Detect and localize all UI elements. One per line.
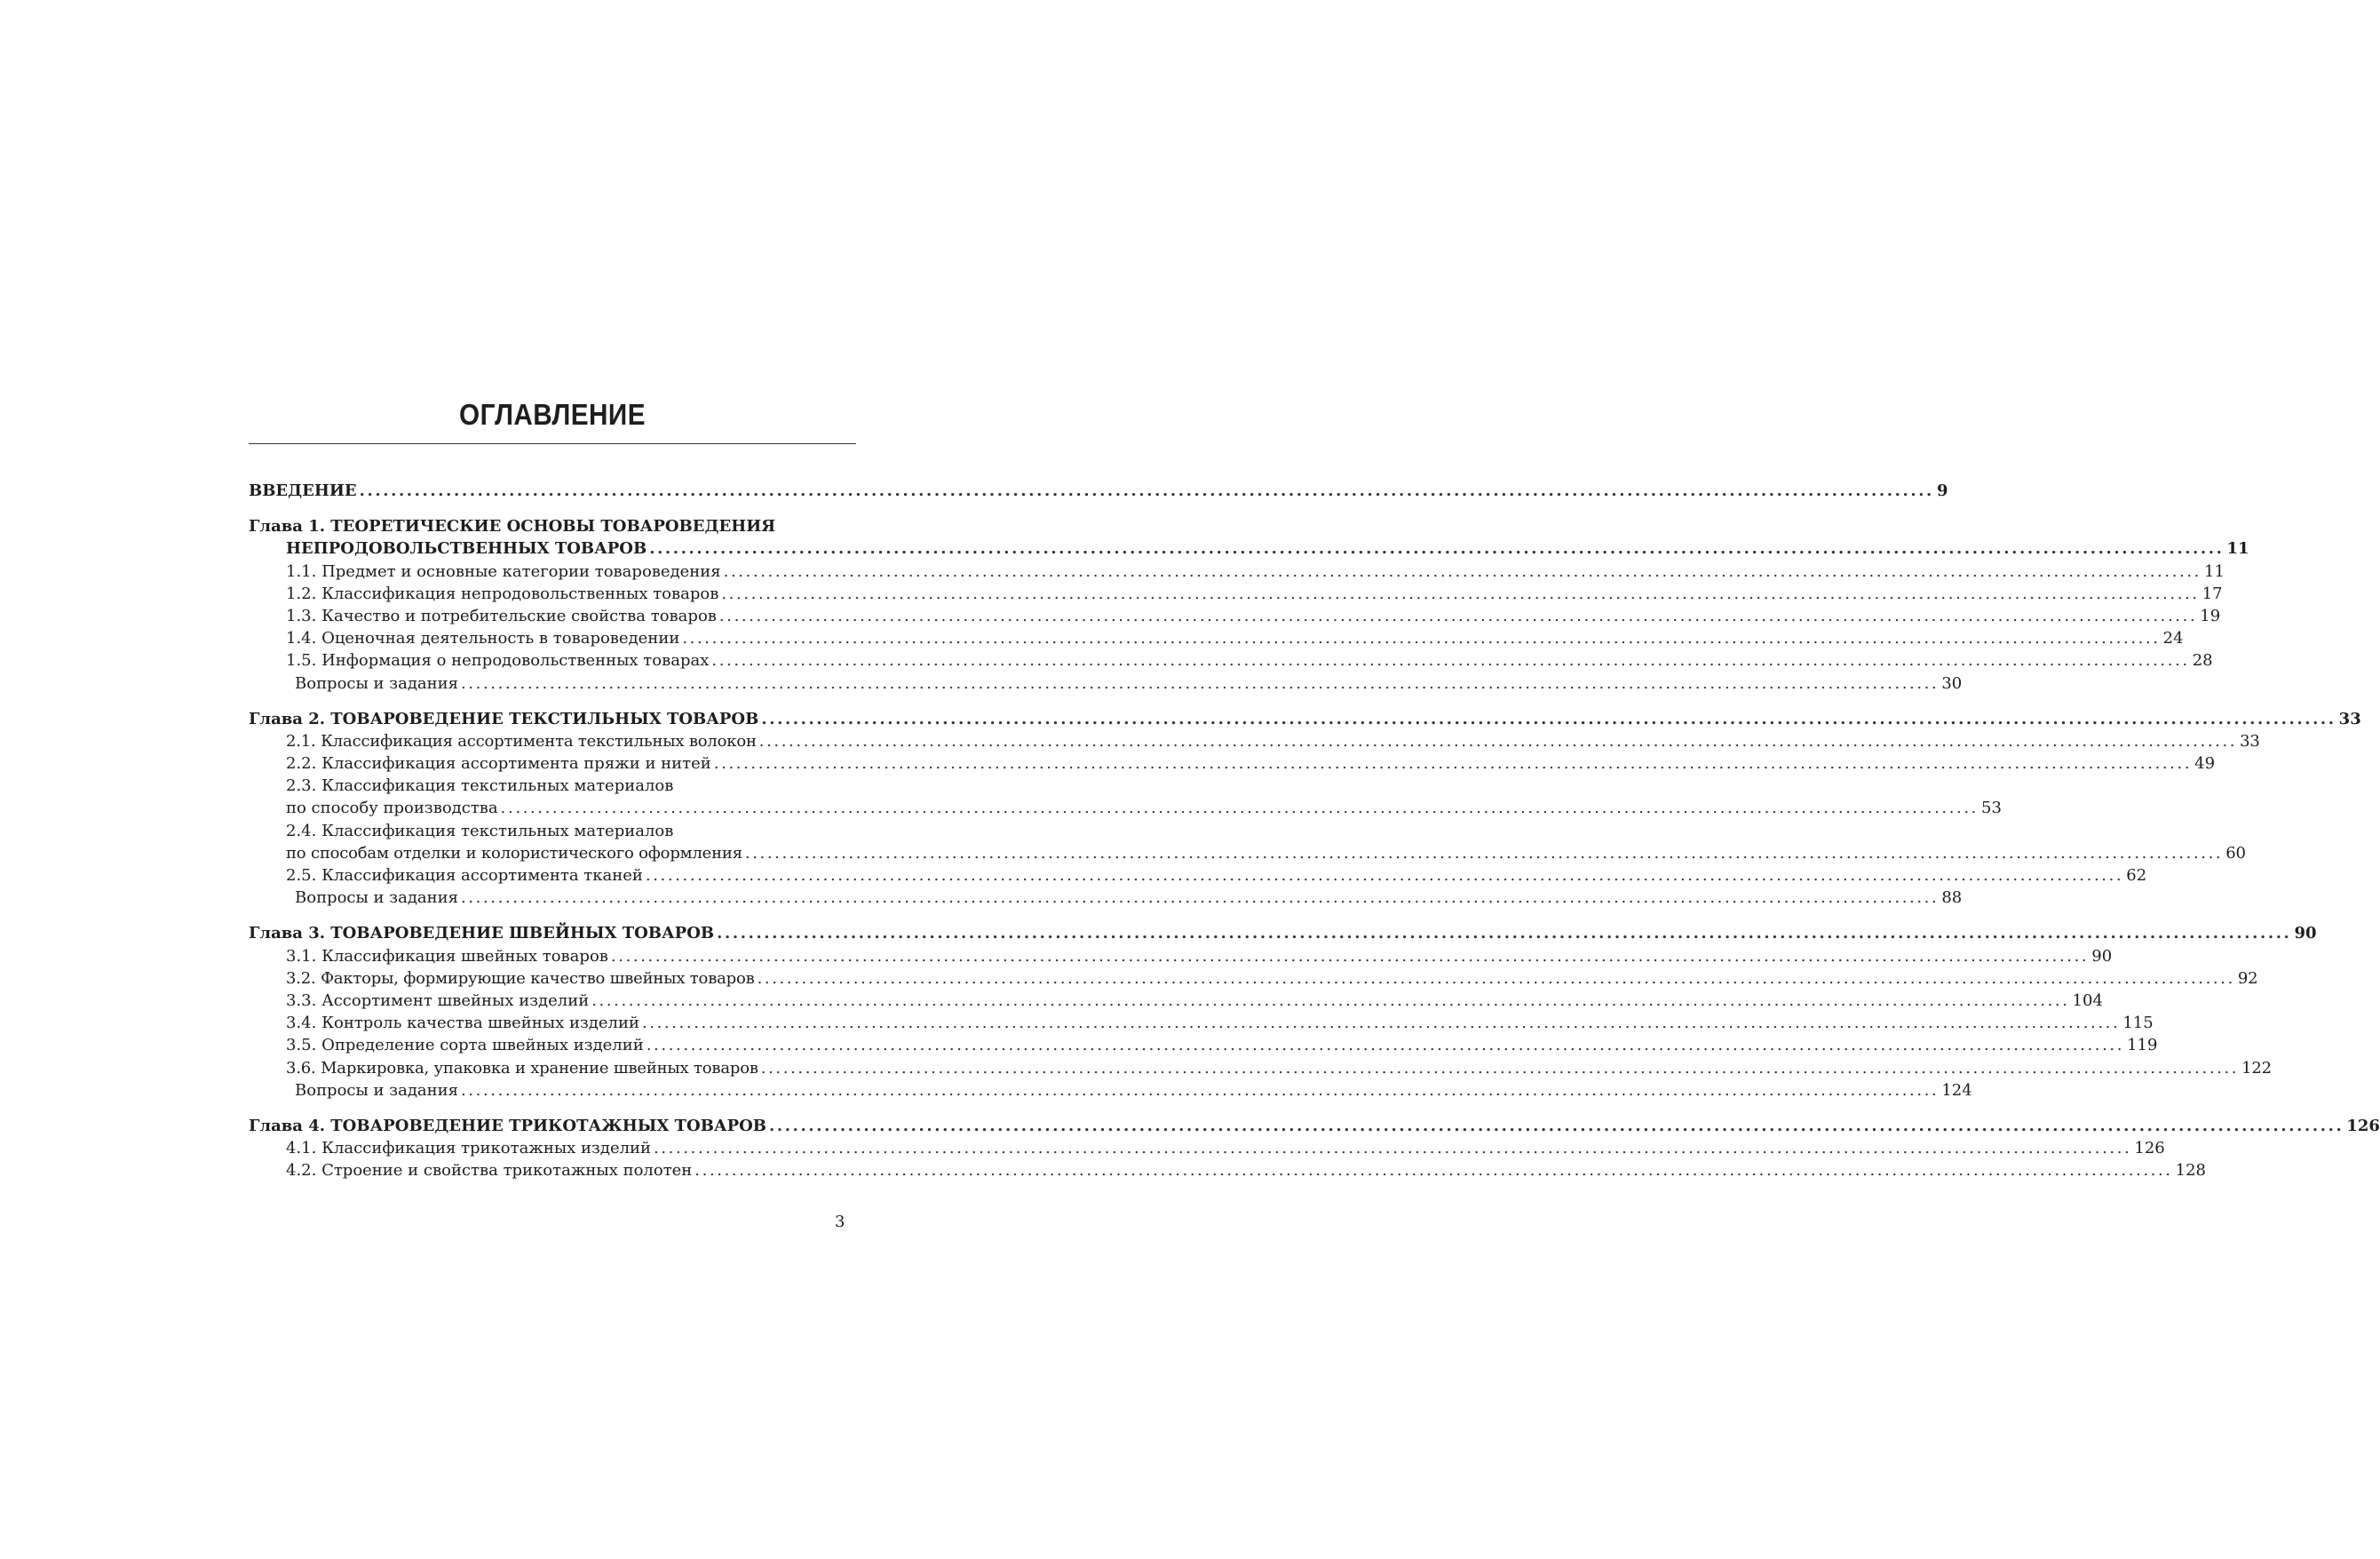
toc-chapter-4[interactable] bbox=[249, 1115, 2380, 1137]
toc-entry-3-2[interactable] bbox=[249, 967, 2258, 990]
toc-entry-page: 33 bbox=[2338, 709, 2361, 728]
toc-entry-2-3-line-2[interactable] bbox=[249, 797, 2002, 819]
toc-entry-label: 1.1. Предмет и основные категории товароведения bbox=[286, 561, 721, 581]
dot-leader: ........................................................................................................................................................................................................ bbox=[721, 584, 2200, 603]
toc-entry-3-questions[interactable] bbox=[249, 1079, 1972, 1102]
page-number: 3 bbox=[835, 1213, 845, 1231]
title-divider bbox=[249, 443, 856, 444]
dot-leader: ........................................................................................................................................................................................................ bbox=[460, 888, 1940, 908]
dot-leader: ........................................................................................................................................................................................................ bbox=[758, 731, 2238, 751]
toc-entry-page: 19 bbox=[2200, 606, 2221, 625]
toc-entry-label: 3.1. Классификация швейных товаров bbox=[286, 946, 608, 966]
toc-entry-page: 90 bbox=[2294, 924, 2317, 943]
dot-leader: ........................................................................................................................................................................................................ bbox=[744, 843, 2224, 863]
toc-entry-page: 119 bbox=[2127, 1036, 2158, 1055]
toc-entry-page: 60 bbox=[2225, 843, 2246, 863]
toc-entry-label: 4.1. Классификация трикотажных изделий bbox=[286, 1139, 652, 1158]
toc-entry-page: 24 bbox=[2162, 629, 2184, 648]
toc-entry-page: 104 bbox=[2072, 990, 2103, 1010]
toc-entry-label: 4.2. Строение и свойства трикотажных полотен bbox=[286, 1161, 693, 1181]
toc-entry-page: 126 bbox=[2134, 1139, 2165, 1158]
toc-entry-page: 88 bbox=[1941, 888, 1963, 908]
toc-entry-label: по способам отделки и колористического оформления bbox=[286, 843, 742, 863]
toc-entry-page: 124 bbox=[1941, 1080, 1972, 1100]
dot-leader: ........................................................................................................................................................................................................ bbox=[694, 1161, 2173, 1181]
toc-entry-label: ВВЕДЕНИЕ bbox=[249, 481, 357, 500]
toc-entry-page: 28 bbox=[2192, 651, 2213, 671]
toc-chapter-1-line-2[interactable] bbox=[249, 537, 2249, 560]
dot-leader: ........................................................................................................................................................................................................ bbox=[460, 673, 1940, 693]
toc-entry-label: 3.3. Ассортимент швейных изделий bbox=[286, 990, 590, 1010]
dot-leader: ........................................................................................................................................................................................................ bbox=[723, 561, 2202, 581]
toc-chapter-2[interactable] bbox=[249, 708, 2361, 730]
dot-leader: ........................................................................................................................................................................................................ bbox=[645, 866, 2124, 885]
toc-entry-page: 128 bbox=[2175, 1161, 2206, 1181]
toc-entry-1-4[interactable] bbox=[249, 627, 2184, 649]
toc-entry-label: 2.2. Классификация ассортимента пряжи и нитей bbox=[286, 754, 711, 774]
toc-entry-label: 1.5. Информация о непродовольственных товарах bbox=[286, 651, 710, 671]
toc-entry-page: 49 bbox=[2194, 754, 2216, 774]
toc-entry-label: 3.4. Контроль качества швейных изделий bbox=[286, 1014, 639, 1033]
dot-leader: ........................................................................................................................................................................................................ bbox=[682, 629, 2161, 648]
dot-leader: ........................................................................................................................................................................................................ bbox=[769, 1116, 2344, 1135]
toc-entry-label: Вопросы и задания bbox=[295, 1080, 458, 1100]
toc-entry-label: 3.2. Факторы, формирующие качество швейных товаров bbox=[286, 968, 755, 988]
dot-leader: ........................................................................................................................................................................................................ bbox=[641, 1014, 2121, 1033]
toc-entry-label: 1.4. Оценочная деятельность в товароведении bbox=[286, 629, 680, 648]
toc-entry-page: 122 bbox=[2241, 1058, 2272, 1078]
dot-leader: ........................................................................................................................................................................................................ bbox=[359, 481, 1934, 500]
toc-entry-page: 126 bbox=[2346, 1116, 2380, 1135]
toc-entry-label: НЕПРОДОВОЛЬСТВЕННЫХ ТОВАРОВ bbox=[286, 539, 647, 559]
toc-entry-2-4-line-2[interactable] bbox=[249, 842, 2246, 864]
toc-entry-label: Глава 4. ТОВАРОВЕДЕНИЕ ТРИКОТАЖНЫХ ТОВАРОВ bbox=[249, 1116, 767, 1135]
toc-entry-2-4-line-1[interactable] bbox=[249, 820, 856, 842]
toc-entry-label: 2.5. Классификация ассортимента тканей bbox=[286, 866, 643, 885]
toc-entry-page: 62 bbox=[2126, 866, 2147, 885]
toc-entry-label: 3.5. Определение сорта швейных изделий bbox=[286, 1036, 644, 1055]
toc-entry-page: 115 bbox=[2122, 1014, 2154, 1033]
dot-leader: ........................................................................................................................................................................................................ bbox=[718, 606, 2198, 625]
toc-entry-label: Вопросы и задания bbox=[295, 888, 458, 908]
toc-entry-1-questions[interactable] bbox=[249, 672, 1963, 695]
dot-leader: ........................................................................................................................................................................................................ bbox=[761, 709, 2336, 728]
toc-entry-2-1[interactable] bbox=[249, 730, 2260, 752]
toc-entry-2-2[interactable] bbox=[249, 752, 2216, 775]
toc-entry-1-2[interactable] bbox=[249, 583, 2223, 605]
toc-entry-page: 53 bbox=[1981, 799, 2002, 818]
toc-entry-2-5[interactable] bbox=[249, 864, 2147, 887]
toc-chapter-1-line-1[interactable] bbox=[249, 515, 856, 537]
toc-entry-label: Вопросы и задания bbox=[295, 673, 458, 693]
table-of-contents bbox=[249, 480, 2380, 1181]
dot-leader: ........................................................................................................................................................................................................ bbox=[713, 754, 2193, 774]
toc-entry-2-questions[interactable] bbox=[249, 887, 1963, 909]
toc-entry-3-4[interactable] bbox=[249, 1012, 2154, 1034]
toc-entry-label: 3.6. Маркировка, упаковка и хранение швейных товаров bbox=[286, 1058, 758, 1078]
dot-leader: ........................................................................................................................................................................................................ bbox=[711, 651, 2190, 671]
toc-entry-4-1[interactable] bbox=[249, 1137, 2165, 1159]
dot-leader: ........................................................................................................................................................................................................ bbox=[649, 539, 2225, 559]
dot-leader: ........................................................................................................................................................................................................ bbox=[500, 799, 1979, 818]
toc-entry-page: 92 bbox=[2237, 968, 2258, 988]
toc-entry-page: 30 bbox=[1941, 673, 1963, 693]
dot-leader: ........................................................................................................................................................................................................ bbox=[646, 1036, 2125, 1055]
toc-entry-page: 33 bbox=[2240, 731, 2260, 751]
toc-entry-intro[interactable] bbox=[249, 480, 1948, 502]
toc-entry-label: 2.3. Классификация текстильных материалов bbox=[286, 776, 674, 796]
toc-entry-3-5[interactable] bbox=[249, 1034, 2158, 1056]
page-title: ОГЛАВЛЕНИЕ bbox=[459, 398, 646, 431]
toc-entry-page: 17 bbox=[2202, 584, 2223, 603]
toc-entry-2-3-line-1[interactable] bbox=[249, 775, 856, 797]
dot-leader: ........................................................................................................................................................................................................ bbox=[610, 946, 2090, 966]
toc-entry-label: Глава 3. ТОВАРОВЕДЕНИЕ ШВЕЙНЫХ ТОВАРОВ bbox=[249, 924, 715, 943]
toc-entry-label: Глава 2. ТОВАРОВЕДЕНИЕ ТЕКСТИЛЬНЫХ ТОВАРОВ bbox=[249, 709, 759, 728]
dot-leader: ........................................................................................................................................................................................................ bbox=[460, 1080, 1940, 1100]
toc-entry-page: 11 bbox=[2204, 561, 2225, 581]
toc-entry-1-3[interactable] bbox=[249, 605, 2221, 627]
toc-chapter-3[interactable] bbox=[249, 922, 2317, 944]
toc-entry-3-6[interactable] bbox=[249, 1057, 2272, 1079]
toc-entry-page: 11 bbox=[2226, 539, 2249, 559]
toc-entry-1-5[interactable] bbox=[249, 649, 2213, 672]
dot-leader: ........................................................................................................................................................................................................ bbox=[760, 1058, 2240, 1078]
toc-entry-3-1[interactable] bbox=[249, 945, 2113, 967]
toc-entry-label: 1.2. Классификация непродовольственных товаров bbox=[286, 584, 719, 603]
toc-entry-page: 9 bbox=[1936, 481, 1948, 500]
toc-entry-page: 90 bbox=[2091, 946, 2113, 966]
toc-entry-label: Глава 1. ТЕОРЕТИЧЕСКИЕ ОСНОВЫ ТОВАРОВЕДЕНИЯ bbox=[249, 517, 776, 537]
toc-entry-1-1[interactable] bbox=[249, 561, 2225, 583]
toc-entry-label: 2.4. Классификация текстильных материалов bbox=[286, 821, 674, 840]
toc-entry-label: 2.1. Классификация ассортимента текстильных волокон bbox=[286, 731, 757, 751]
dot-leader: ........................................................................................................................................................................................................ bbox=[591, 990, 2070, 1010]
dot-leader: ........................................................................................................................................................................................................ bbox=[757, 968, 2235, 988]
dot-leader: ........................................................................................................................................................................................................ bbox=[654, 1139, 2132, 1158]
toc-entry-label: 1.3. Качество и потребительские свойства товаров bbox=[286, 606, 717, 625]
toc-entry-label: по способу производства bbox=[286, 799, 498, 818]
toc-entry-3-3[interactable] bbox=[249, 990, 2103, 1012]
dot-leader: ........................................................................................................................................................................................................ bbox=[717, 924, 2292, 943]
toc-entry-4-2[interactable] bbox=[249, 1159, 2206, 1181]
